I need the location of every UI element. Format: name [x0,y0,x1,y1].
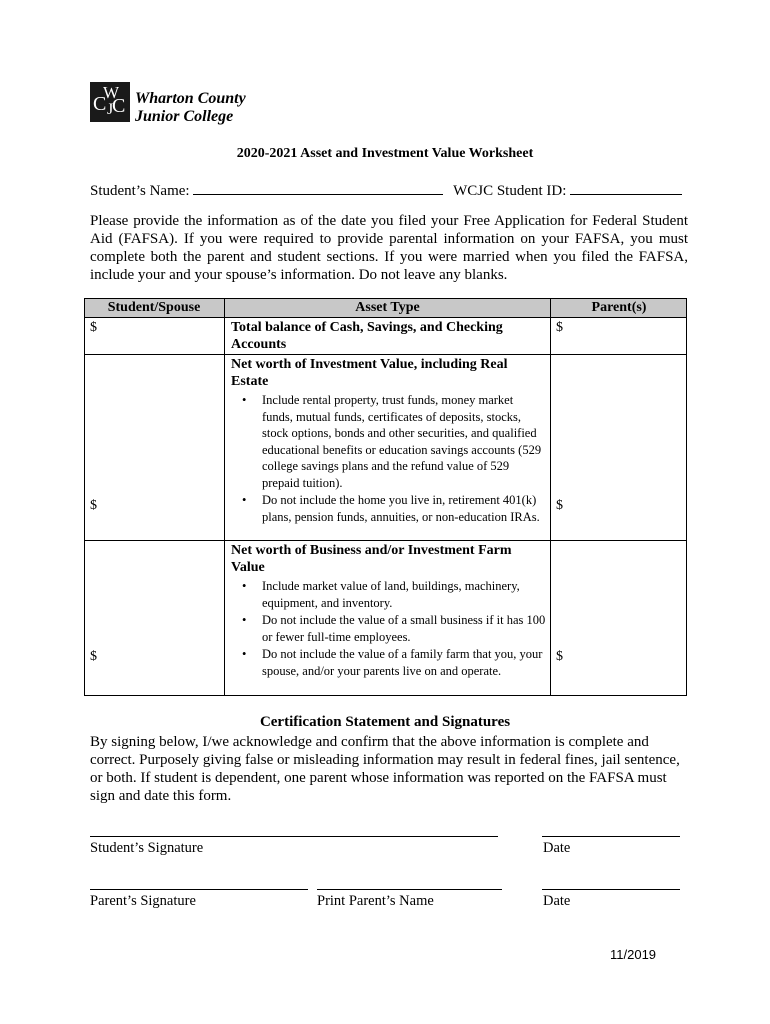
asset-table [84,298,687,696]
header-asset-type: Asset Type [225,298,550,318]
table-border-left [84,298,85,696]
parent-signature-line[interactable] [90,889,308,890]
parent-business-value-field[interactable]: $ [556,649,563,664]
instructions-paragraph: Please provide the information as of the date you filed your Free Application for Federal Student Aid (FAFSA). If you were required to provide parental information on your FAFSA, you must complete both the parent and student sections. If you were married when you filed the FAFSA, include your and your spouse’s information. Do not leave any blanks. [90,213,688,283]
parent-investment-value-field[interactable]: $ [556,498,563,513]
logo-letter-c: C [93,93,107,115]
college-logo-mark [90,82,130,122]
parent-date-line[interactable] [542,889,680,890]
student-id-label: WCJC Student ID: [453,183,567,199]
business-bullet-family-farm [242,646,547,679]
college-name [135,90,246,126]
student-signature-line[interactable] [90,836,498,837]
parent-cash-value-field[interactable]: $ [556,320,563,335]
student-investment-value-field[interactable]: $ [90,498,97,513]
investment-bullet-exclude [242,492,547,525]
table-divider-2 [550,298,551,696]
asset-title-cash: Total balance of Cash, Savings, and Checking Accounts [231,320,503,352]
logo-letter-w: W [103,83,120,102]
business-bullet-small-business-text: Do not include the value of a small business if it has 100 or fewer full-time employees. [262,613,546,644]
business-bullet-include [242,578,547,611]
student-date-line[interactable] [542,836,680,837]
college-name-line1: Wharton County [135,90,246,107]
student-identity-line [90,180,690,200]
bullet-icon: • [242,493,247,507]
asset-title-investment: Net worth of Investment Value, including Real Estate [231,357,508,389]
student-name-field[interactable] [193,180,443,195]
parent-signature-label: Parent’s Signature [90,893,196,909]
bullet-icon: • [242,613,247,627]
logo-letter-c2: C [112,95,126,117]
table-border-right [686,298,687,696]
business-bullet-include-text: Include market value of land, buildings, machinery, equipment, and inventory. [262,579,520,610]
table-border-top [84,298,687,299]
row-divider-1 [84,354,687,355]
table-divider-1 [224,298,225,696]
student-id-field[interactable] [570,180,682,195]
investment-bullet-exclude-text: Do not include the home you live in, retirement 401(k) plans, pension funds, annuities, or non-education IRAs. [262,493,540,524]
student-date-label: Date [543,840,571,856]
student-name-label: Student’s Name: [90,183,190,199]
worksheet-title: 2020-2021 Asset and Investment Value Worksheet [236,146,534,161]
header-parents: Parent(s) [551,298,687,318]
row-divider-2 [84,540,687,541]
business-bullet-small-business [242,612,547,645]
parent-date-label: Date [543,893,571,909]
student-cash-value-field[interactable]: $ [90,320,97,335]
asset-title-business-farm: Net worth of Business and/or Investment Farm Value [231,543,512,575]
business-bullet-family-farm-text: Do not include the value of a family farm that you, your spouse, and/or your parents live on and operate. [262,647,543,678]
student-signature-label: Student’s Signature [90,840,204,856]
investment-bullet-include-text: Include rental property, trust funds, money market funds, mutual funds, certificates of deposits, stocks, stock options, bonds and other securities, and qualified educational benefits or education savings accounts (529 college savings plans and the refund value of 529 prepaid tuition). [262,393,542,490]
investment-bullet-include [242,392,547,492]
certification-title: Certification Statement and Signatures [259,714,511,730]
revision-date: 11/2019 [610,947,657,962]
bullet-icon: • [242,393,247,407]
certification-statement: By signing below, I/we acknowledge and confirm that the above information is complete and correct. Purposely giving false or misleading information may result in federal fines, jail sentence, or both. If student is dependent, one parent whose information was reported on the FAFSA must sign and date this form. [90,734,680,804]
table-border-bottom [84,695,687,696]
bullet-icon: • [242,579,247,593]
college-name-line2: Junior College [135,108,234,125]
print-parent-name-line[interactable] [317,889,502,890]
logo-letter-j: J [107,101,114,118]
student-business-value-field[interactable]: $ [90,649,97,664]
header-student-spouse: Student/Spouse [84,298,224,318]
print-parent-name-label: Print Parent’s Name [317,893,434,909]
bullet-icon: • [242,647,247,661]
